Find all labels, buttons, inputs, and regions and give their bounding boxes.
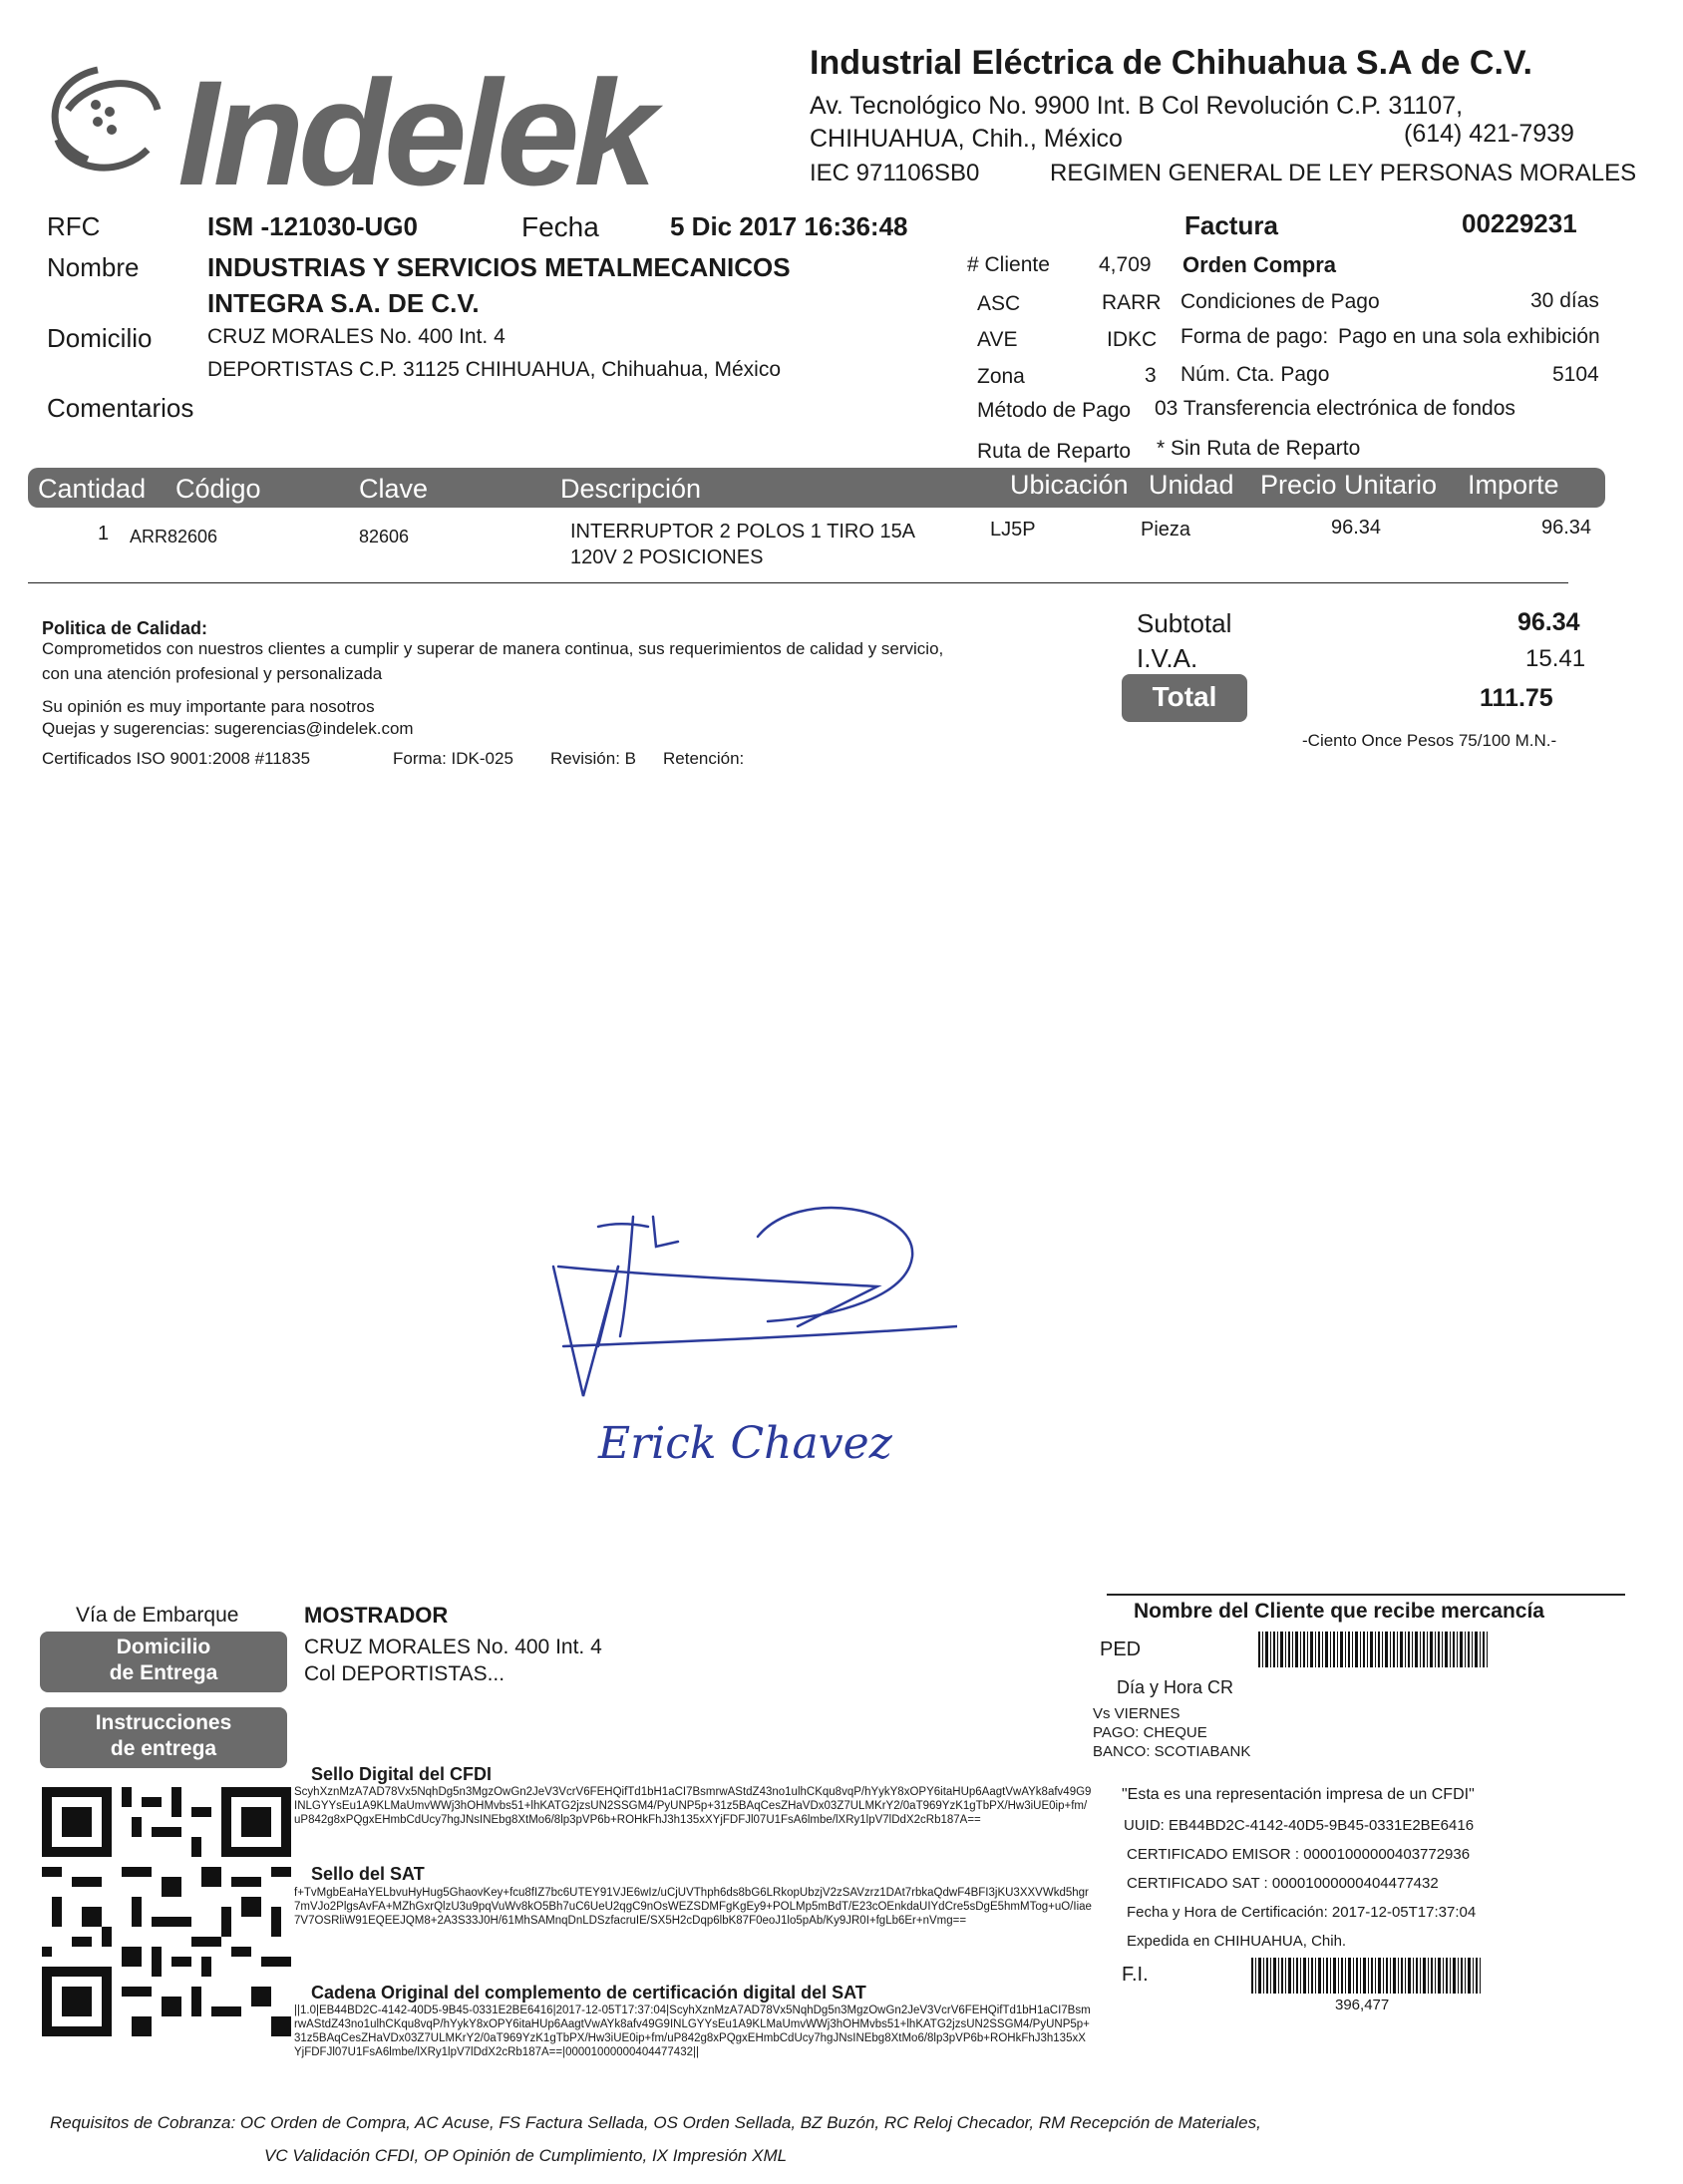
- comentarios-label: Comentarios: [47, 393, 194, 423]
- logo-wordmark: Indelek: [177, 49, 651, 204]
- row-descripcion1: INTERRUPTOR 2 POLOS 1 TIRO 15A: [570, 521, 916, 543]
- receiver-top-rule: [1107, 1594, 1625, 1596]
- ruta-value: * Sin Ruta de Reparto: [1157, 437, 1361, 460]
- policy-retencion: Retención:: [663, 749, 745, 768]
- col-cantidad: Cantidad: [38, 474, 147, 504]
- policy-line4: Quejas y sugerencias: sugerencias@indelek.com: [42, 719, 414, 738]
- col-codigo: Código: [175, 474, 261, 504]
- cfdi-representation: "Esta es una representación impresa de un CFDI": [1122, 1786, 1475, 1803]
- footer-line1: Requisitos de Cobranza: OC Orden de Compra, AC Acuse, FS Factura Sellada, OS Orden Sellada, BZ Buzón, RC Reloj Checador, RM Recepción de Materiales,: [50, 2113, 1261, 2132]
- zona-value: 3: [1145, 364, 1157, 387]
- instrucciones-label-line2: de entrega: [110, 1737, 217, 1760]
- col-importe: Importe: [1468, 470, 1559, 500]
- col-precio: Precio Unitario: [1260, 470, 1438, 500]
- fi-barcode: [1251, 1958, 1481, 1994]
- metodo-value: 03 Transferencia electrónica de fondos: [1155, 397, 1515, 420]
- cfdi-uuid: UUID: EB44BD2C-4142-40D5-9B45-0331E2BE6416: [1124, 1817, 1475, 1834]
- subtotal-label: Subtotal: [1137, 608, 1232, 638]
- cfdi-expedida: Expedida en CHIHUAHUA, Chih.: [1127, 1933, 1347, 1950]
- asc-label: ASC: [977, 292, 1021, 315]
- fi-label: F.I.: [1122, 1964, 1149, 1986]
- total-in-words: -Ciento Once Pesos 75/100 M.N.-: [1302, 731, 1557, 750]
- via-embarque-value: MOSTRADOR: [304, 1603, 449, 1628]
- policy-forma: Forma: IDK-025: [393, 749, 513, 768]
- footer-line2: VC Validación CFDI, OP Opinión de Cumplimiento, IX Impresión XML: [264, 2146, 788, 2165]
- cfdi-cert-emisor: CERTIFICADO EMISOR : 00001000000403772936: [1127, 1846, 1471, 1863]
- forma-pago-value: Pago en una sola exhibición: [1338, 325, 1600, 348]
- col-ubicacion: Ubicación: [1010, 470, 1129, 500]
- company-regime: REGIMEN GENERAL DE LEY PERSONAS MORALES: [1050, 160, 1637, 186]
- factura-number: 00229231: [1462, 208, 1577, 238]
- company-address2: CHIHUAHUA, Chih., México: [810, 125, 1123, 153]
- row-precio: 96.34: [1331, 517, 1382, 539]
- orden-compra-label: Orden Compra: [1182, 252, 1337, 277]
- iva-label: I.V.A.: [1137, 643, 1198, 673]
- factura-label: Factura: [1184, 210, 1278, 240]
- total-label: Total: [1122, 674, 1247, 722]
- policy-revision: Revisión: B: [550, 749, 636, 768]
- cuenta-value: 5104: [1552, 363, 1599, 386]
- customer-address2: DEPORTISTAS C.P. 31125 CHIHUAHUA, Chihuahua, México: [207, 358, 782, 381]
- condiciones-label: Condiciones de Pago: [1180, 290, 1380, 313]
- forma-pago-label: Forma de pago:: [1180, 325, 1329, 348]
- policy-title: Politica de Calidad:: [42, 618, 208, 638]
- row-descripcion2: 120V 2 POSICIONES: [570, 546, 764, 568]
- instrucciones-entrega-label: [40, 1707, 287, 1768]
- sello-sat-label: Sello del SAT: [311, 1864, 425, 1884]
- domicilio-entrega-label-line2: de Entrega: [109, 1661, 218, 1684]
- logo-swirl-icon: [55, 70, 158, 168]
- cadena-value: ||1.0|EB44BD2C-4142-40D5-9B45-0331E2BE6416|2017-12-05T17:37:04|ScyhXznMzA7AD78Vx5NqhDg5n3MgzOwGn2JeV3VcrV6FEHQifTd1bH1aCI7BsmrwAStdZ43no1ulhCKqu8vqP/hYykY8xOPY6itaHUp6AagtVwAYk8afv49G9INLGYYsEu1A9KLMaUmvWWj3hOHMvbs51+lhKATG2jzsUN2SSGM4/PyUNP5p+31z5BAqCesZHaVDx03Z7ULMKrY2/0aT969YzK1gTbPX/Hw3iUE0ip+fm/uP842g8xPQgxEHmbCdUcy7hgJNsINEbg8XtMo6/8lp3pVP6b+ROHkFhJ3h135xXYjFDFJl07U1FsA6lmbe/lXRy1lpV7lDdX2cRb187A==|00001000000404477432||: [294, 2004, 1091, 2058]
- ave-label: AVE: [977, 328, 1018, 351]
- table-bottom-rule: [28, 582, 1568, 583]
- metodo-label: Método de Pago: [977, 399, 1132, 422]
- receiver-vs: Vs VIERNES: [1093, 1705, 1180, 1722]
- dia-hora-label: Día y Hora CR: [1117, 1677, 1234, 1697]
- ruta-label: Ruta de Reparto: [977, 440, 1132, 463]
- rfc-label: RFC: [47, 211, 101, 241]
- ped-barcode: [1258, 1632, 1490, 1667]
- col-unidad: Unidad: [1149, 470, 1234, 500]
- domicilio-entrega2: Col DEPORTISTAS...: [304, 1662, 505, 1685]
- zona-label: Zona: [977, 365, 1025, 388]
- policy-line2: con una atención profesional y personalizada: [42, 664, 383, 683]
- logo-dots-icon: [91, 100, 117, 135]
- domicilio-label: Domicilio: [47, 323, 153, 353]
- company-name: Industrial Eléctrica de Chihuahua S.A de C.V.: [810, 44, 1532, 82]
- asc-value: RARR: [1102, 291, 1162, 314]
- cfdi-cert-sat: CERTIFICADO SAT : 00001000000404477432: [1127, 1875, 1439, 1892]
- customer-name2: INTEGRA S.A. DE C.V.: [207, 288, 480, 318]
- row-cantidad: 1: [98, 523, 110, 545]
- domicilio-entrega-label-line1: Domicilio: [116, 1636, 211, 1658]
- condiciones-value: 30 días: [1530, 289, 1599, 312]
- indelek-logo: [28, 40, 786, 204]
- nombre-label: Nombre: [47, 252, 140, 282]
- company-phone: (614) 421-7939: [1404, 120, 1574, 148]
- col-clave: Clave: [359, 474, 429, 504]
- row-clave: 82606: [359, 527, 410, 546]
- via-embarque-label: Vía de Embarque: [76, 1604, 239, 1627]
- sello-cfdi-label: Sello Digital del CFDI: [311, 1764, 493, 1784]
- row-ubicacion: LJ5P: [990, 519, 1036, 541]
- row-codigo: ARR82606: [130, 527, 218, 546]
- ped-label: PED: [1100, 1638, 1142, 1660]
- sello-sat-value: f+TvMgbEaHaYELbvuHyHug5GhaovKey+fcu8fIZ7bc6UTEY91VJE6wIz/uCjUVThph6ds8bG6LRkopUbzjV2zSAVzrz1DAt7rbkaQdwF4BFI3jKU3XXVWkd5hgr7mVJo2PlgsAvFA+MZhGxrQlzU3u9pqVuWv8kO5Bh7uC6UeU2qgC9nOsWEZSDMFgKgEy9+POLMp5mBdT/E23cOEnkdaUIYdCre5sDgE5hmMTog+uO/Iiae7V7OSRliW91EQEEJQM8+2A3S33J0H/61MhSAMnqDnLDSzfacruIE/SX5H2cDqp6lbK87F0eoJ1lo5pAb/Ky9JR0I+fgLb6Er+nVmg==: [294, 1887, 1092, 1927]
- cadena-label: Cadena Original del complemento de certificación digital del SAT: [311, 1983, 866, 2002]
- policy-line3: Su opinión es muy importante para nosotros: [42, 697, 375, 716]
- domicilio-entrega-label: [40, 1632, 287, 1692]
- fi-number: 396,477: [1335, 1997, 1390, 2013]
- receiver-title: Nombre del Cliente que recibe mercancía: [1134, 1600, 1544, 1623]
- cfdi-fecha-cert: Fecha y Hora de Certificación: 2017-12-05T17:37:04: [1127, 1904, 1477, 1921]
- row-importe: 96.34: [1541, 517, 1592, 539]
- cuenta-label: Núm. Cta. Pago: [1180, 363, 1330, 386]
- domicilio-entrega1: CRUZ MORALES No. 400 Int. 4: [304, 1636, 602, 1658]
- ave-value: IDKC: [1107, 328, 1158, 351]
- signature-name: Erick Chavez: [598, 1418, 892, 1469]
- qr-code-icon: [42, 1787, 291, 2036]
- fecha-value: 5 Dic 2017 16:36:48: [670, 211, 908, 241]
- handwritten-signature: [538, 1197, 957, 1476]
- policy-cert: Certificados ISO 9001:2008 #11835: [42, 749, 311, 768]
- instrucciones-label-line1: Instrucciones: [95, 1711, 232, 1734]
- col-descripcion: Descripción: [560, 474, 702, 504]
- receiver-banco: BANCO: SCOTIABANK: [1093, 1743, 1251, 1760]
- company-address1: Av. Tecnológico No. 9900 Int. B Col Revolución C.P. 31107,: [810, 92, 1464, 120]
- customer-rfc: ISM -121030-UG0: [207, 211, 418, 241]
- row-unidad: Pieza: [1141, 519, 1191, 541]
- policy-line1: Comprometidos con nuestros clientes a cumplir y superar de manera continua, sus requerimientos de calidad y servicio,: [42, 639, 944, 658]
- items-table-header: [28, 468, 1605, 508]
- receiver-pago: PAGO: CHEQUE: [1093, 1724, 1207, 1741]
- iva-value: 15.41: [1525, 645, 1586, 672]
- subtotal-value: 96.34: [1517, 608, 1580, 636]
- fecha-label: Fecha: [521, 211, 599, 242]
- total-value: 111.75: [1480, 684, 1553, 712]
- cliente-value: 4,709: [1099, 253, 1152, 276]
- customer-address1: CRUZ MORALES No. 400 Int. 4: [207, 325, 505, 348]
- sello-cfdi-value: ScyhXznMzA7AD78Vx5NqhDg5n3MgzOwGn2JeV3VcrV6FEHQifTd1bH1aCI7BsmrwAStdZ43no1ulhCKqu8vqP/hYykY8xOPY6itaHUp6AagtVwAYk8afv49G9INLGYYsEu1A9KLMaUmvWWj3hOHMvbs51+lhKATG2jzsUN2SSGM4/PyUNP5p+31z5BAqCesZHaVDx03Z7ULMKrY2/0aT969YzK1gTbPX/Hw3iUE0ip+fm/uP842g8xPQgxEHmbCdUcy7hgJNsINEbg8XtMo6/8lp3pVP6b+ROHkFhJ3h135xXYjFDFJl07U1FsA6lmbe/lXRy1lpV7lDdX2cRb187A==: [294, 1786, 1092, 1826]
- cliente-label: # Cliente: [967, 253, 1050, 276]
- company-rfc: IEC 971106SB0: [810, 160, 980, 186]
- customer-name1: INDUSTRIAS Y SERVICIOS METALMECANICOS: [207, 252, 791, 282]
